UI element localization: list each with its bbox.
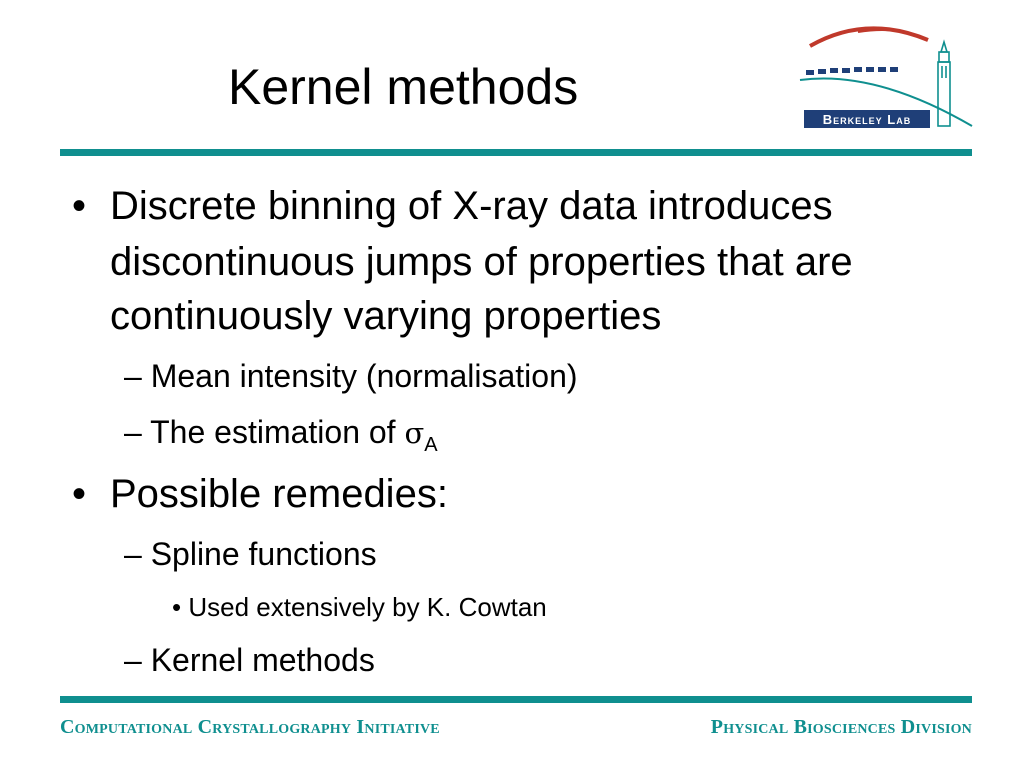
sub-bullet-item: [124, 410, 438, 459]
slide-title: Kernel methods: [228, 59, 579, 115]
sub-bullet-item: – Mean intensity (normalisation): [124, 358, 578, 394]
bullet-text: Possible remedies:: [110, 472, 448, 516]
sub-bullet-text: – The estimation of: [124, 414, 405, 450]
bullet-text: discontinuous jumps of properties that are: [110, 240, 853, 284]
bullet-marker: •: [72, 472, 87, 516]
footer-left-text: Computational Crystallography Initiative: [60, 716, 440, 738]
bullet-text: continuously varying properties: [110, 294, 662, 338]
bullet-marker: •: [72, 184, 87, 228]
sigma-symbol: σ: [404, 416, 425, 450]
logo-text: Berkeley Lab: [822, 112, 912, 127]
sub-bullet-item: – Kernel methods: [124, 642, 375, 678]
third-level-marker: •: [172, 592, 182, 622]
sub-bullet-item: – Spline functions: [124, 536, 377, 572]
bottom-divider: [60, 696, 972, 703]
third-level-text: Used extensively by K. Cowtan: [188, 592, 547, 622]
third-level-item: [172, 589, 547, 625]
bullet-text: Discrete binning of X-ray data introduces: [110, 184, 833, 228]
sigma-subscript: A: [424, 434, 438, 456]
footer-right-text: Physical Biosciences Division: [710, 716, 972, 738]
